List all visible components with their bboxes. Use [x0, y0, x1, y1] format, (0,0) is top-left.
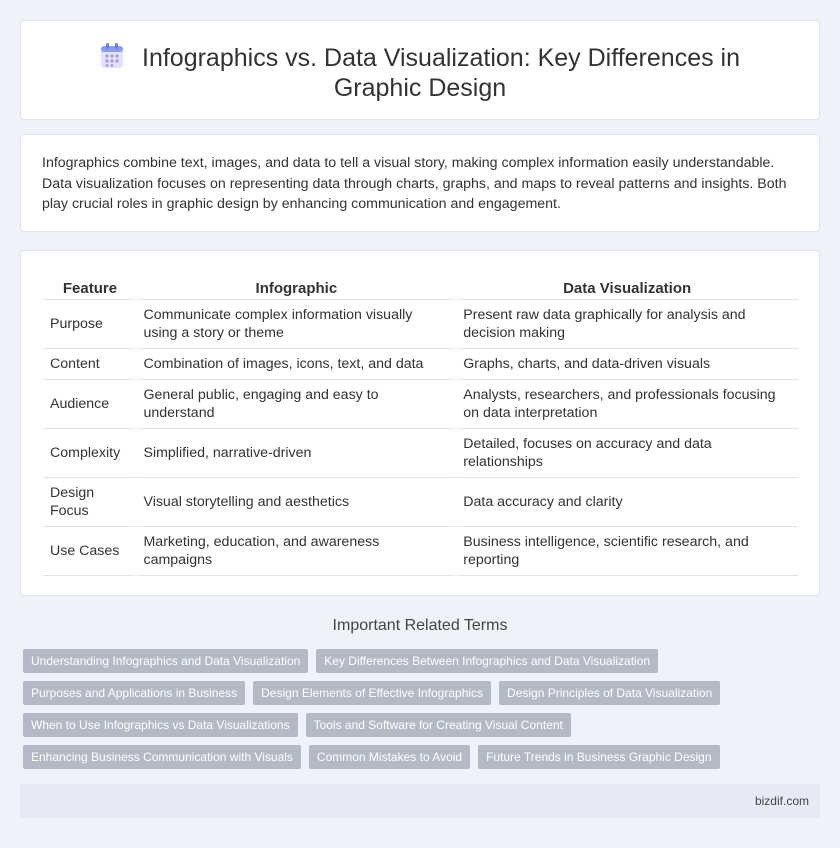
cell-dataviz: Data accuracy and clarity — [456, 477, 798, 526]
header-data-visualization: Data Visualization — [456, 275, 798, 299]
cell-dataviz: Detailed, focuses on accuracy and data relationships — [456, 428, 798, 477]
footer-site-link[interactable]: bizdif.com — [754, 794, 809, 808]
related-term-link[interactable]: Key Differences Between Infographics and Data Visualization — [316, 649, 658, 673]
related-term-link[interactable]: When to Use Infographics vs Data Visualizations — [23, 713, 298, 737]
cell-feature: Content — [44, 348, 137, 379]
intro-card — [20, 134, 820, 232]
table-row — [44, 299, 799, 348]
related-term-link[interactable]: Future Trends in Business Graphic Design — [478, 745, 719, 769]
page-title-wrap — [21, 43, 819, 103]
cell-infographic: General public, engaging and easy to understand — [136, 379, 456, 428]
comparison-table — [43, 275, 798, 576]
cell-infographic: Communicate complex information visually using a story or theme — [136, 299, 456, 348]
table-row — [44, 526, 799, 575]
cell-dataviz: Present raw data graphically for analysis and decision making — [456, 299, 798, 348]
table-row — [44, 348, 799, 379]
tag-row — [23, 681, 823, 705]
cell-infographic: Marketing, education, and awareness campaigns — [136, 526, 456, 575]
related-term-link[interactable]: Design Principles of Data Visualization — [499, 681, 720, 705]
cell-feature: Use Cases — [44, 526, 137, 575]
table-header-row — [44, 275, 799, 299]
cell-infographic: Simplified, narrative-driven — [136, 428, 456, 477]
header-feature: Feature — [44, 275, 137, 299]
header-card — [20, 20, 820, 120]
related-term-link[interactable]: Enhancing Business Communication with Visuals — [23, 745, 301, 769]
header-infographic: Infographic — [136, 275, 456, 299]
cell-infographic: Combination of images, icons, text, and data — [136, 348, 456, 379]
page-title: Infographics vs. Data Visualization: Key Differences in Graphic Design — [142, 44, 740, 102]
related-term-link[interactable]: Design Elements of Effective Infographics — [253, 681, 491, 705]
tag-row — [23, 745, 823, 769]
related-terms-list — [23, 649, 823, 777]
cell-dataviz: Graphs, charts, and data-driven visuals — [456, 348, 798, 379]
cell-infographic: Visual storytelling and aesthetics — [136, 477, 456, 526]
related-term-link[interactable]: Common Mistakes to Avoid — [309, 745, 470, 769]
tag-row — [23, 649, 823, 673]
table-row — [44, 428, 799, 477]
comparison-card — [20, 250, 820, 596]
table-row — [44, 477, 799, 526]
cell-feature: Audience — [44, 379, 137, 428]
footer — [20, 784, 820, 818]
cell-dataviz: Business intelligence, scientific research, and reporting — [456, 526, 798, 575]
intro-text: Infographics combine text, images, and data to tell a visual story, making complex information easily understandable. Data visualization focuses on representing data through charts, graphs, and maps to reveal patterns and insights. Both play crucial roles in graphic design by enhancing communication and engagement. — [42, 155, 787, 212]
cell-dataviz: Analysts, researchers, and professionals focusing on data interpretation — [456, 379, 798, 428]
related-term-link[interactable]: Understanding Infographics and Data Visualization — [23, 649, 308, 673]
related-term-link[interactable]: Purposes and Applications in Business — [23, 681, 245, 705]
tag-row — [23, 713, 823, 737]
related-term-link[interactable]: Tools and Software for Creating Visual Content — [306, 713, 571, 737]
related-terms-title: Important Related Terms — [332, 617, 508, 634]
calendar-grid-icon — [100, 43, 124, 69]
cell-feature: Purpose — [44, 299, 137, 348]
cell-feature: Design Focus — [44, 477, 137, 526]
table-row — [44, 379, 799, 428]
cell-feature: Complexity — [44, 428, 137, 477]
